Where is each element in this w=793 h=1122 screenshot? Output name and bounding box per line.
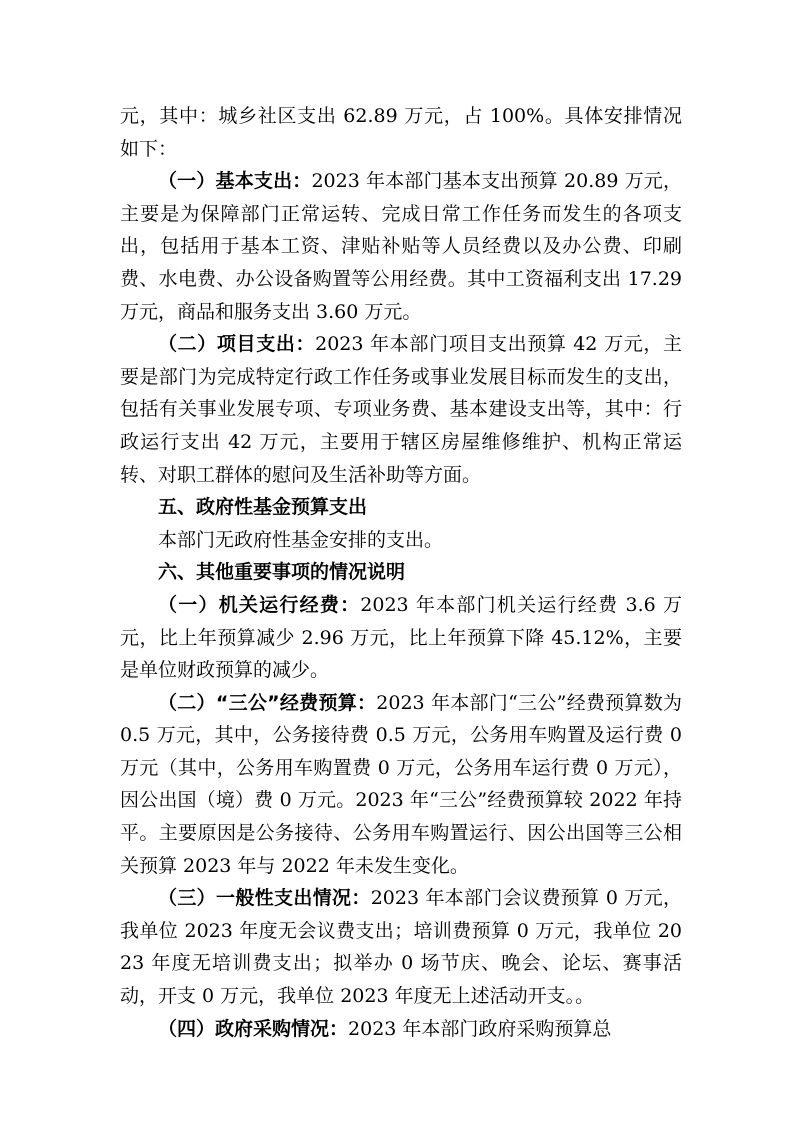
label-three-public: （二）“三公”经费预算： [158,691,377,714]
paragraph-intro: 元，其中：城乡社区支出 62.89 万元，占 100%。具体安排情况如下： [120,105,682,160]
text-three-public: 2023 年本部门“三公”经费预算数为 0.5 万元，其中，公务接待费 0.5 万元，公务用车购置及运行费 0 万元（其中，公务用车购置费 0 万元，公务用车运行费 0 万元），因公出国（境）费 0 万元。2023 年“三公”经费预算较 2022 年持平。主要原因是公务接待、公务用车购置运行、因公出国等三公相关预算 2023 年与 2022 年未发生变化。 [120,691,682,877]
document-page [120,100,682,1045]
text-operating-funds: 2023 年本部门机关运行经费 3.6 万元，比上年预算减少 2.96 万元，比上年预算下降 45.12%，主要是单位财政预算的减少。 [120,593,682,682]
paragraph-operating-funds [120,589,682,687]
heading-section-6: 六、其他重要事项的情况说明 [158,561,406,584]
heading-section-5: 五、政府性基金预算支出 [158,496,368,519]
text-general-expenditure: 2023 年本部门会议费预算 0 万元，我单位 2023 年度无会议费支出；培训费预算 0 万元，我单位 2023 年度无培训费支出；拟举办 0 场节庆、晚会、论坛、赛事活动，开支 0 万元，我单位 2023 年度无上述活动开支。。 [120,887,682,1008]
text-basic-expenditure: 2023 年本部门基本支出预算 20.89 万元，主要是为保障部门正常运转、完成日常工作任务而发生的各项支出，包括用于基本工资、津贴补贴等人员经费以及办公费、印刷费、水电费、办公设备购置等公用经费。其中工资福利支出 17.29 万元，商品和服务支出 3.60 万元。 [120,170,682,323]
paragraph-section-5: 本部门无政府性基金安排的支出。 [158,528,444,551]
label-basic-expenditure: （一）基本支出： [158,170,312,193]
paragraph-general-expenditure [120,882,682,1012]
label-operating-funds: （一）机关运行经费： [158,593,361,616]
label-general-expenditure: （三）一般性支出情况： [158,887,371,910]
paragraph-basic-expenditure [120,165,682,328]
label-project-expenditure: （二）项目支出： [158,333,316,356]
paragraph-procurement [120,1013,682,1046]
text-procurement: 2023 年本部门政府采购预算总 [348,1017,612,1040]
label-procurement: （四）政府采购情况： [158,1017,349,1040]
paragraph-project-expenditure [120,328,682,491]
paragraph-three-public [120,687,682,883]
text-project-expenditure: 2023 年本部门项目支出预算 42 万元，主要是部门为完成特定行政工作任务或事业发展目标而发生的支出，包括有关事业发展专项、专项业务费、基本建设支出等，其中：行政运行支出 42 万元，主要用于辖区房屋维修维护、机构正常运转、对职工群体的慰问及生活补助等方面。 [120,333,682,486]
